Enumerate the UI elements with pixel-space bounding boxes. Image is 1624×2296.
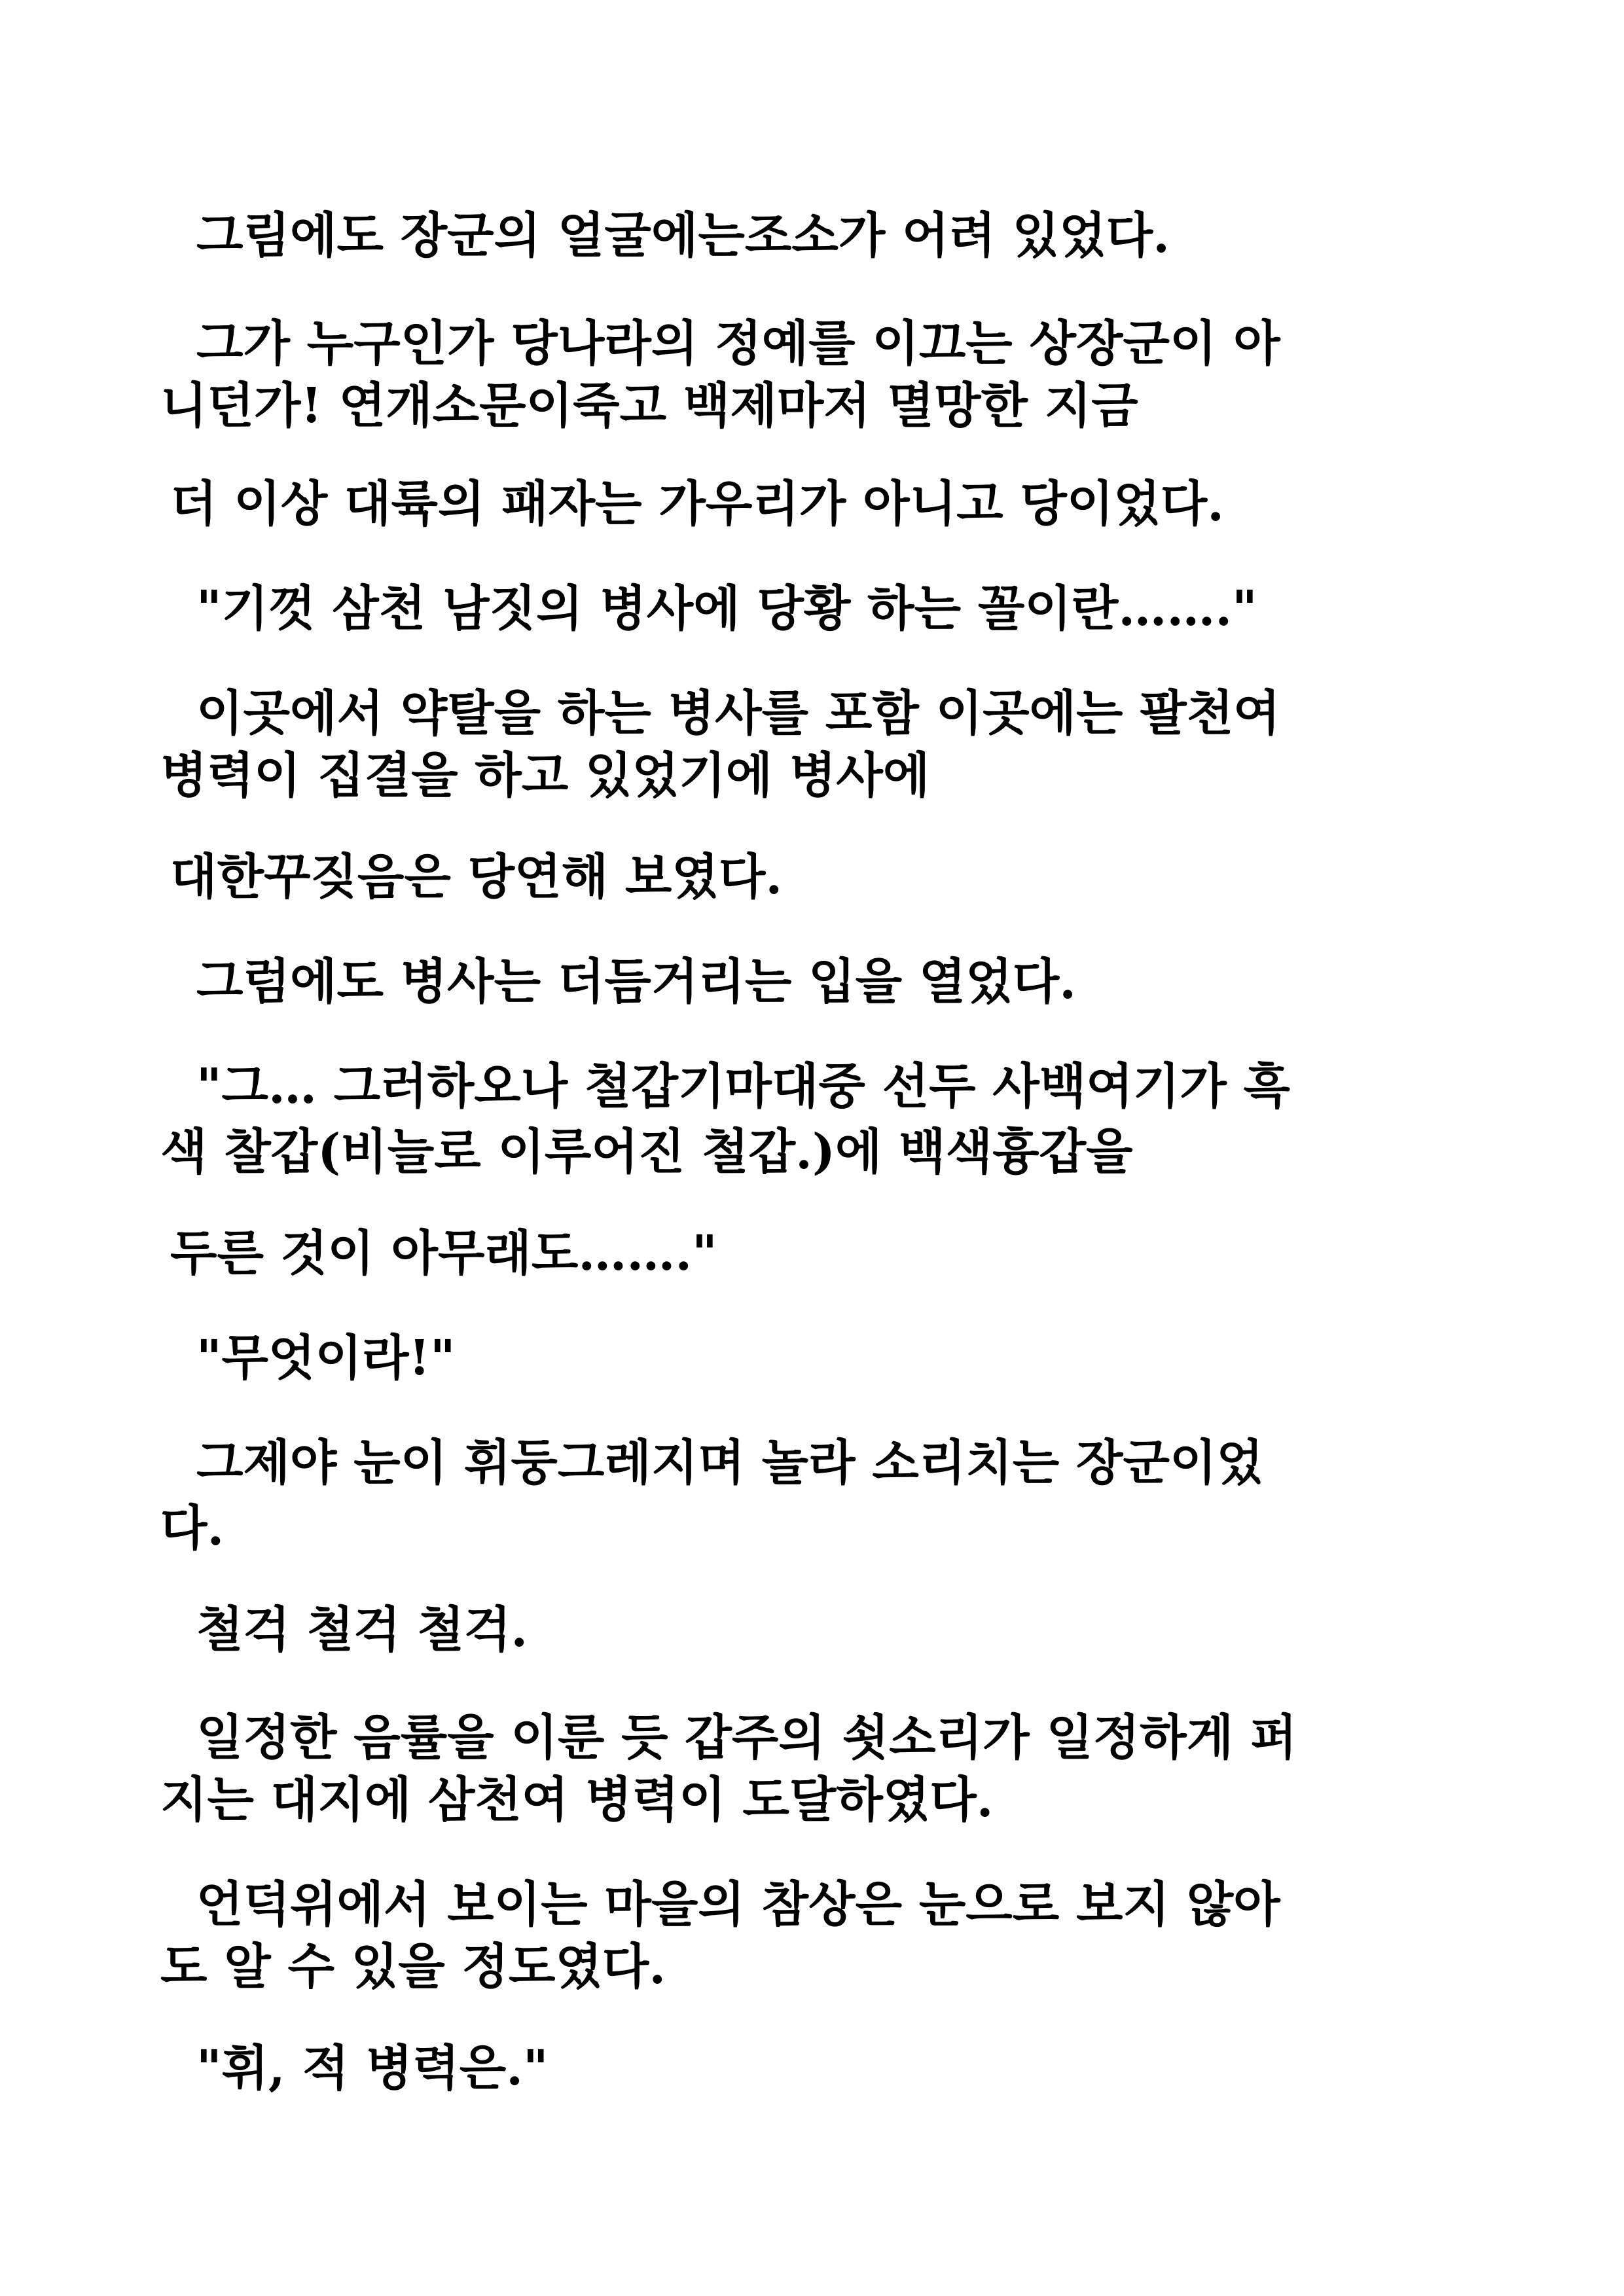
text-line: 그럼에도 병사는 더듬거리는 입을 열었다. (196, 954, 1077, 1010)
text-line: 더 이상 대륙의 패자는 가우리가 아니고 당이었다. (170, 476, 1225, 532)
text-line: 병력이 집결을 하고 있었기에 병사에 (160, 747, 930, 804)
text-line: 언덕위에서 보이는 마을의 참상은 눈으로 보지 않아 (196, 1876, 1280, 1933)
text-line: 니던가! 연개소문이죽고 백제마저 멸망한 지금 (160, 378, 1138, 434)
text-line: "기껏 삼천 남짓의 병사에 당황 하는 꼴이란……." (196, 581, 1257, 637)
text-line: 일정한 음률을 이룬 듯 갑주의 쇳소리가 일정하게 퍼 (196, 1710, 1297, 1766)
text-line: 철걱 철걱 철걱. (196, 1602, 528, 1658)
text-line: 그가 누구인가 당나라의 정예를 이끄는 상장군이 아 (196, 315, 1280, 372)
text-line: 그제야 눈이 휘둥그레지며 놀라 소리치는 장군이었 (196, 1435, 1263, 1491)
text-line: 도 알 수 있을 정도였다. (160, 1939, 666, 1995)
text-line: 다. (160, 1500, 225, 1556)
text-line: 이곳에서 약탈을 하는 병사를 포함 이곳에는 팔천여 (196, 685, 1280, 742)
text-line: 그림에도 장군의 얼굴에는조소가 어려 있었다. (196, 207, 1170, 264)
text-line: 두른 것이 아무래도……." (170, 1225, 717, 1282)
text-line: 지는 대지에 삼천여 병력이 도달하였다. (160, 1772, 994, 1828)
text-line: 대한꾸짖음은 당연해 보였다. (170, 849, 783, 905)
text-line: "무엇이라!" (196, 1330, 456, 1386)
text-line: 색 찰갑(비늘로 이루어진 철갑.)에 백색흉갑을 (160, 1124, 1133, 1180)
text-line: "휘, 적 병력은." (196, 2040, 549, 2096)
text-line: "그… 그러하오나 철갑기마대중 선두 사백여기가 흑 (196, 1058, 1291, 1115)
